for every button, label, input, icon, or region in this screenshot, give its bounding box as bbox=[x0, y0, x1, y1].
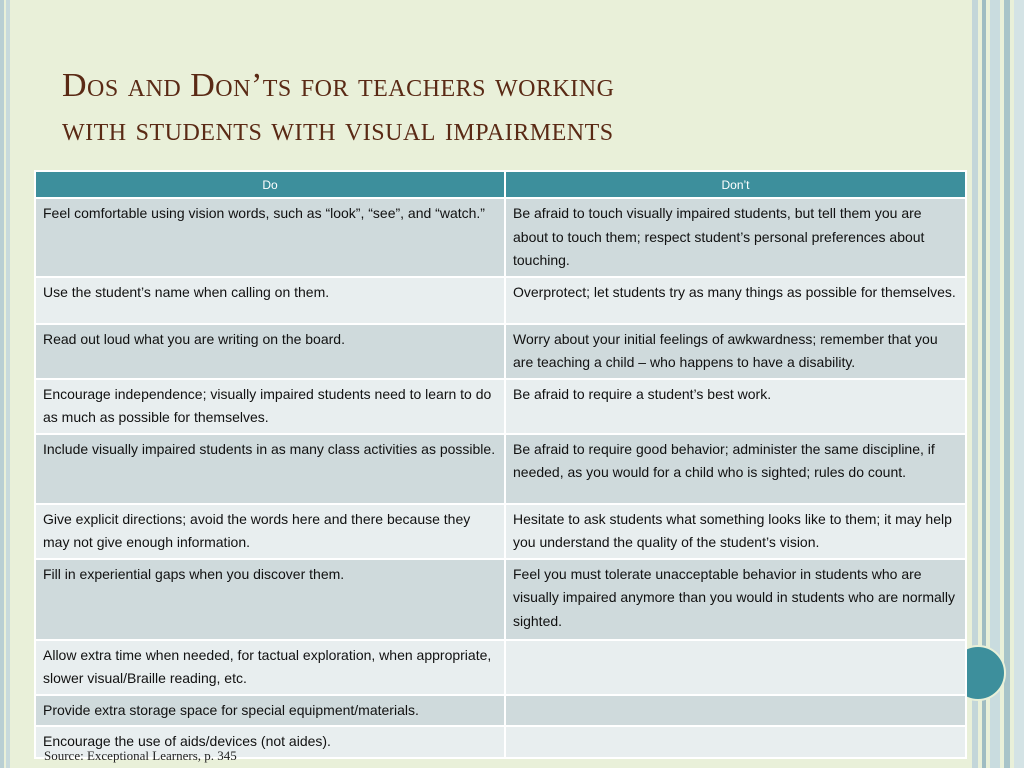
slide-title bbox=[62, 64, 962, 152]
do-cell: Read out loud what you are writing on the board. bbox=[35, 324, 505, 379]
dos-donts-table bbox=[34, 170, 967, 759]
dont-cell: Be afraid to require a student’s best work. bbox=[505, 379, 966, 434]
table-row bbox=[35, 504, 966, 559]
table-row bbox=[35, 434, 966, 504]
title-line-2: with students with visual impairments bbox=[62, 111, 614, 148]
do-cell: Use the student’s name when calling on them. bbox=[35, 277, 505, 324]
dont-cell: Worry about your initial feelings of awkwardness; remember that you are teaching a child – who happens to have a disability. bbox=[505, 324, 966, 379]
table-row bbox=[35, 695, 966, 727]
table-row bbox=[35, 198, 966, 277]
source-citation: Source: Exceptional Learners, p. 345 bbox=[44, 748, 237, 763]
do-cell: Allow extra time when needed, for tactual exploration, when appropriate, slower visual/Braille reading, etc. bbox=[35, 640, 505, 695]
dont-cell: Hesitate to ask students what something looks like to them; it may help you understand the quality of the student’s vision. bbox=[505, 504, 966, 559]
do-cell: Encourage independence; visually impaired students need to learn to do as much as possible for themselves. bbox=[35, 379, 505, 434]
table-row bbox=[35, 559, 966, 640]
table-row bbox=[35, 277, 966, 324]
header-do: Do bbox=[35, 171, 505, 198]
dont-cell: Be afraid to touch visually impaired students, but tell them you are about to touch them; respect student’s personal preferences about touching. bbox=[505, 198, 966, 277]
title-line-1: Dos and Don’ts for teachers working bbox=[62, 67, 615, 104]
do-cell: Provide extra storage space for special equipment/materials. bbox=[35, 695, 505, 727]
table-header-row bbox=[35, 171, 966, 198]
left-decorative-bar bbox=[0, 0, 10, 768]
dont-cell bbox=[505, 640, 966, 695]
do-cell: Feel comfortable using vision words, such as “look”, “see”, and “watch.” bbox=[35, 198, 505, 277]
dont-cell: Overprotect; let students try as many things as possible for themselves. bbox=[505, 277, 966, 324]
table-row bbox=[35, 324, 966, 379]
do-cell: Encourage the use of aids/devices (not aides). bbox=[35, 726, 505, 758]
do-cell: Fill in experiential gaps when you discover them. bbox=[35, 559, 505, 640]
dont-cell bbox=[505, 726, 966, 758]
do-cell: Include visually impaired students in as many class activities as possible. bbox=[35, 434, 505, 504]
header-dont: Don’t bbox=[505, 171, 966, 198]
do-cell: Give explicit directions; avoid the words here and there because they may not give enough information. bbox=[35, 504, 505, 559]
dont-cell bbox=[505, 695, 966, 727]
table-row bbox=[35, 640, 966, 695]
dont-cell: Feel you must tolerate unacceptable behavior in students who are visually impaired anymore than you would in students who are normally sighted. bbox=[505, 559, 966, 640]
dont-cell: Be afraid to require good behavior; administer the same discipline, if needed, as you would for a child who is sighted; rules do count. bbox=[505, 434, 966, 504]
table-row bbox=[35, 379, 966, 434]
